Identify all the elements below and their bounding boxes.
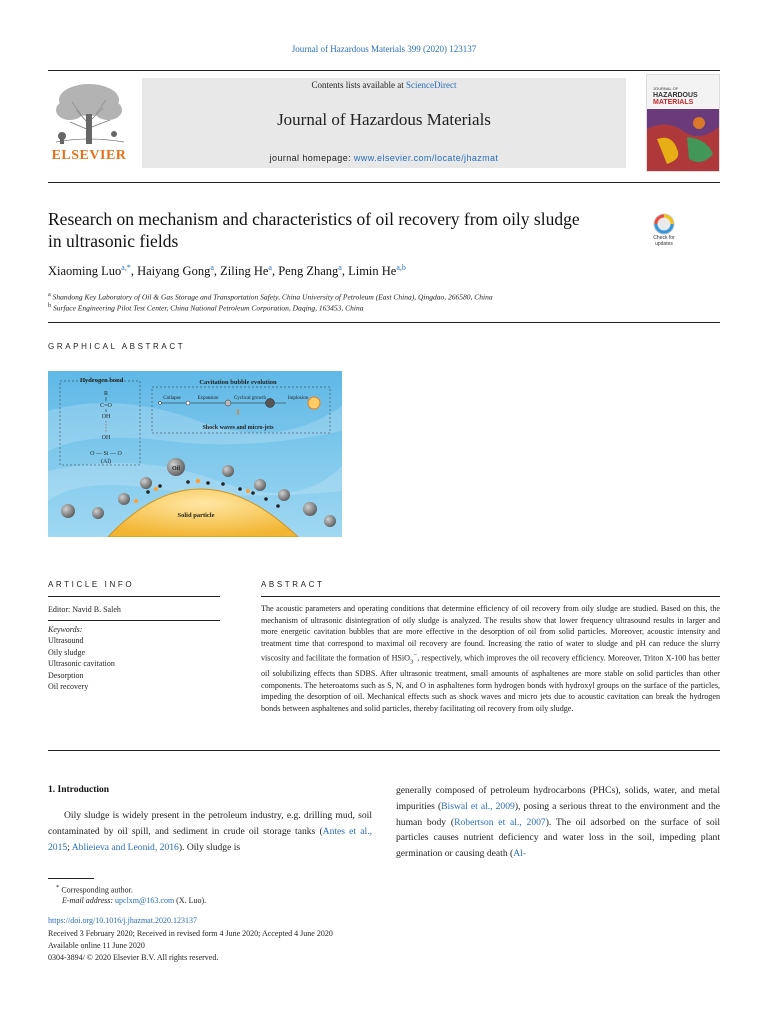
ga-chem-al: (Al) [101, 459, 111, 465]
ga-shock-label: Shock waves and micro-jets [202, 425, 274, 431]
citation-biswal-2009[interactable]: Biswal et al., 2009 [441, 800, 515, 812]
title-line-1: Research on mechanism and characteristics of oil recovery from oily sludge [48, 209, 580, 229]
cover-line-1: JOURNAL OF [653, 86, 679, 91]
ga-hydrogen-bond-label: Hydrogen bond [80, 377, 124, 384]
citation-ablieieva-2016[interactable]: Ablieieva and Leonid, 2016 [71, 841, 179, 853]
check-updates-label [644, 235, 684, 247]
ga-cyclical-label: Cyclical growth [233, 396, 267, 401]
ga-chem-r: R [103, 391, 109, 397]
header-bottom-rule [48, 182, 720, 183]
keywords-label: Keywords: [48, 625, 83, 634]
elsevier-wordmark[interactable]: ELSEVIER [51, 148, 127, 163]
ga-collapse-label: Collapse [163, 396, 181, 401]
keyword-item: Oil recovery [48, 682, 89, 691]
abstract-subscript: 3 [410, 658, 414, 666]
check-for-updates-badge[interactable] [644, 213, 684, 259]
author-affiliation-mark[interactable]: a [210, 263, 214, 272]
author-separator: , [341, 264, 349, 279]
affiliation-a-mark: a [48, 291, 51, 298]
editor-rule [48, 620, 220, 621]
affiliation-b-text: Surface Engineering Pilot Test Center, China National Petroleum Corporation, Daqing, 163453, China [53, 303, 364, 313]
editor-line: Editor: Navid B. Saleh [48, 605, 121, 614]
keyword-item: Oily sludge [48, 647, 86, 657]
available-online: Available online 11 June 2020 [48, 941, 145, 950]
keywords-list [48, 635, 115, 693]
received-dates: Received 3 February 2020; Received in revised form 4 June 2020; Accepted 4 June 2020 [48, 929, 333, 938]
keyword-item: Desorption [48, 670, 84, 680]
intro-text-2a: generally composed of petroleum hydrocarbons (PHCs), solids, water, and metal impurities ( [396, 785, 720, 812]
affiliation-a-text: Shandong Key Laboratory of Oil & Gas Storage and Transportation Safety, China University of Petroleum (East China), Qingdao, 266580, China [52, 292, 493, 302]
abstract-superscript: − [413, 651, 418, 659]
affiliation-b [48, 302, 364, 313]
paper-title [48, 208, 638, 252]
corresponding-text: Corresponding author. [61, 885, 133, 895]
homepage-link[interactable]: www.elsevier.com/locate/jhazmat [353, 153, 499, 163]
abstract-bottom-rule [48, 750, 720, 751]
intro-text-2b: ), posing a serious threat to the environment and the human body ( [396, 800, 720, 828]
ga-chem-oh-2: OH [101, 435, 111, 441]
cover-map-image [647, 109, 719, 171]
ga-oil-label: Oil [171, 466, 181, 472]
cover-line-2: HAZARDOUS [653, 92, 698, 99]
intro-text-2c: ). The oil adsorbed on the surface of soil particles causes nutrient deficiency and water loss in the soil, impeding plant germination or causing death ( [396, 816, 720, 860]
abstract-text-part-2: , respectively, which improves the oil recovery efficiency. Moreover, Triton X-100 has better oil solubilizing effects than SDBS. After ultrasonic treatment, small amounts of asphaltenes are more stable on solid particles than other components. The heteroatoms such as S, N, and O in asphaltenes form hydrogen bonds with hydroxyl groups on the surface of the particles, impeding the desorption of oil. Mechanical effects such as shock waves and micro jets due to acoustic cavitation can break the hydrogen bonds between asphaltenes and solid particles, thereby facilitating oil recovery from oily sludge. [261, 653, 720, 713]
author-affiliation-mark[interactable]: a [268, 263, 272, 272]
contents-line [142, 80, 626, 90]
abstract-heading: ABSTRACT [261, 580, 325, 589]
author-affiliation-mark[interactable]: a [338, 263, 342, 272]
intro-paragraph-right [396, 783, 720, 862]
article-info-heading: ARTICLE INFO [48, 580, 135, 589]
email-link[interactable]: upclxm@163.com [115, 896, 175, 905]
abstract-body [261, 603, 720, 715]
author-affiliation-mark[interactable]: a,b [396, 263, 406, 272]
journal-homepage [142, 153, 626, 163]
doi-link-text[interactable]: https://doi.org/10.1016/j.jhazmat.2020.123137 [48, 916, 197, 925]
cover-line-3: MATERIALS [653, 99, 694, 106]
journal-title[interactable]: Journal of Hazardous Materials [277, 110, 491, 129]
ga-expansion-label: Expansion [197, 396, 219, 401]
author-separator: , [130, 264, 138, 279]
doi-link[interactable] [48, 915, 197, 926]
affiliation-rule [48, 322, 720, 323]
abstract-text-part-1: The acoustic parameters and operating conditions that determine efficiency of oil recovery from oily sludge are studied. Based on this, the mechanism of ultrasonic disintegration of oily sludge is analyzed. The results show that lower frequency ultrasound results in larger and more energetic cavitation bubbles that are more effective in the desorption of oil from solid particles. Moreover, acoustic intensity and treatment time that correspond to maximal oil recovery are found. Increasing the ratio of water to sludge and pH can reduce the slurry viscosity and facilitate the formation of HSiO [261, 604, 720, 663]
ga-cavitation-label: Cavitation bubble evolution [199, 379, 277, 386]
author-separator: , [213, 264, 221, 279]
check-updates-line-2: updates [655, 241, 673, 247]
footnote-rule [48, 878, 94, 879]
author-name[interactable]: Limin He [348, 264, 397, 279]
citation-al-truncated[interactable]: Al- [513, 848, 527, 860]
author-name[interactable]: Peng Zhang [278, 264, 339, 279]
ga-implosion-label: Implosion [287, 396, 309, 401]
check-updates-line-1: Check for [653, 235, 675, 241]
ga-chem-co: C=O [100, 403, 112, 409]
corresponding-author-note [56, 882, 133, 896]
keyword-item: Ultrasonic cavitation [48, 659, 115, 668]
affiliation-b-mark: b [48, 302, 52, 309]
author-name[interactable]: Xiaoming Luo [48, 264, 122, 279]
copyright: 0304-3894/ © 2020 Elsevier B.V. All rights reserved. [48, 953, 219, 962]
keyword-item: Ultrasound [48, 636, 84, 645]
contents-prefix: Contents lists available at [311, 80, 406, 90]
email-label: E-mail address: [62, 896, 114, 905]
homepage-label: journal homepage: [269, 153, 354, 163]
graphical-abstract-heading: GRAPHICAL ABSTRACT [48, 342, 186, 351]
abstract-rule [261, 596, 720, 597]
email-note [62, 895, 206, 906]
title-line-2: in ultrasonic fields [48, 231, 179, 251]
author-name[interactable]: Haiyang Gong [137, 264, 211, 279]
email-suffix: (X. Luo). [174, 896, 207, 905]
check-updates-icon [644, 213, 684, 235]
graphical-abstract-figure[interactable] [48, 371, 342, 537]
header-top-rule [48, 70, 720, 71]
ga-solid-particle-label: Solid particle [177, 512, 215, 519]
sciencedirect-link[interactable]: ScienceDirect [406, 80, 457, 90]
cover-title [653, 85, 715, 106]
journal-reference[interactable]: Journal of Hazardous Materials 399 (2020) 123137 [291, 44, 477, 54]
intro-paragraph-left [48, 808, 372, 855]
article-info-rule [48, 596, 220, 597]
corresponding-mark: * [56, 884, 60, 891]
intro-text-1a: Oily sludge is widely present in the petroleum industry, e.g. drilling mud, soil contaminated by oil spill, and sediment in crude oil storage tanks ( [48, 810, 372, 837]
affiliation-a [48, 291, 493, 302]
ga-chem-osio: O — Si — O [90, 451, 122, 457]
author-affiliation-mark[interactable]: a,* [121, 263, 131, 272]
journal-cover-thumbnail[interactable] [646, 74, 720, 172]
author-name[interactable]: Ziling He [220, 264, 269, 279]
author-separator: , [271, 264, 279, 279]
author-list [48, 263, 406, 279]
ga-chem-oh-1: OH [101, 414, 111, 420]
intro-text-1b: ; [67, 841, 72, 853]
intro-heading: 1. Introduction [48, 785, 110, 795]
intro-text-1c: ). Oily sludge is [178, 841, 241, 853]
citation-antes-2015[interactable]: Antes et al., 2015 [48, 825, 372, 853]
citation-robertson-2007[interactable]: Robertson et al., 2007 [454, 816, 546, 828]
